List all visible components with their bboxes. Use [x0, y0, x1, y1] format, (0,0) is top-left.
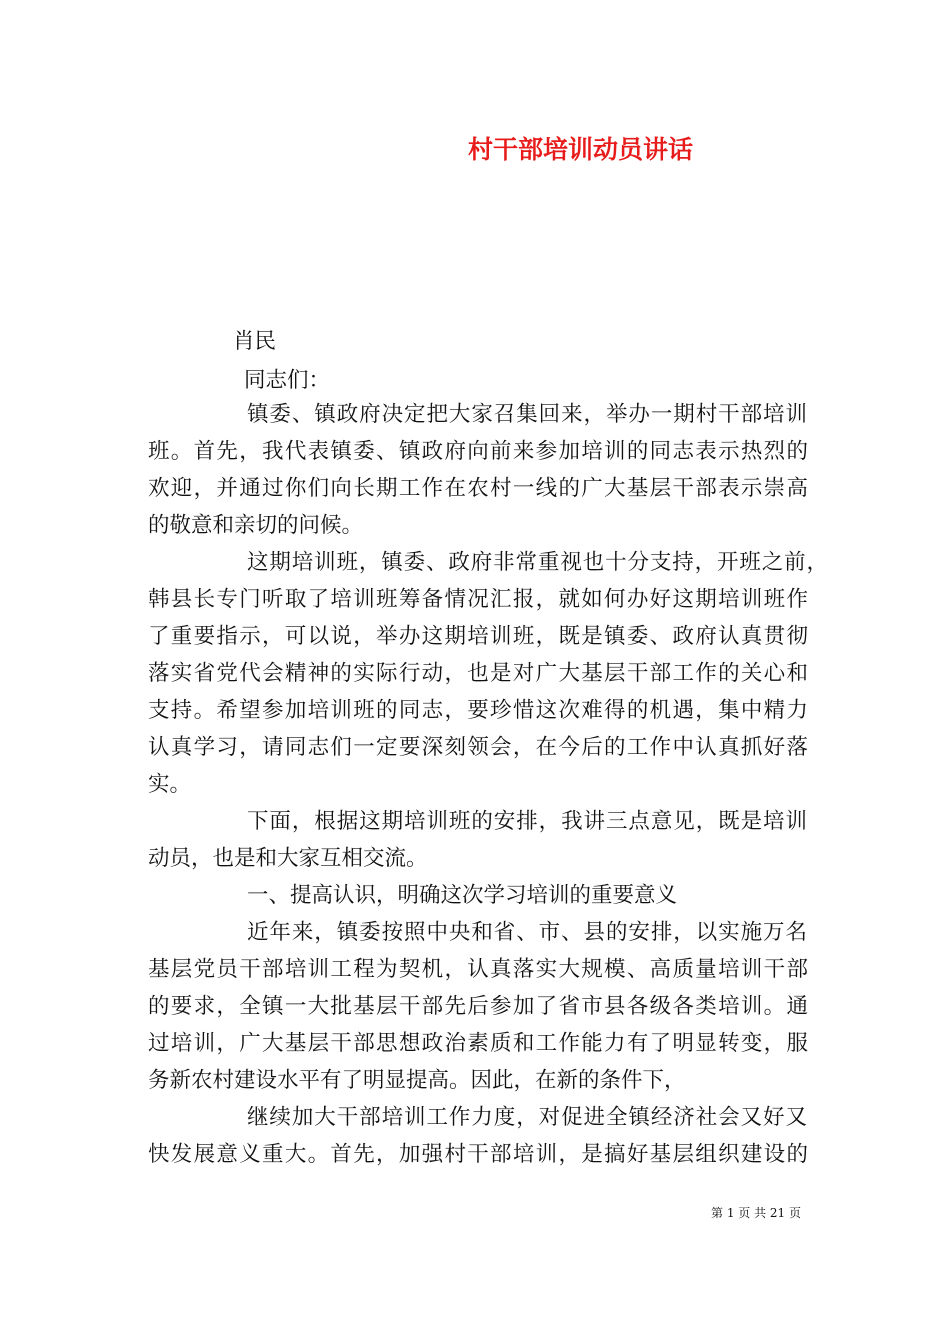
- paragraph-line: 的敬意和亲切的问候。: [148, 513, 364, 538]
- paragraph-line: 支持。希望参加培训班的同志，要珍惜这次难得的机遇，集中精力: [148, 698, 808, 723]
- paragraph-line: 动员，也是和大家互相交流。: [148, 846, 428, 871]
- paragraph-line: 班。首先，我代表镇委、镇政府向前来参加培训的同志表示热烈的: [148, 439, 808, 464]
- document-title: 村干部培训动员讲话: [468, 135, 694, 164]
- section-heading: 一、提高认识，明确这次学习培训的重要意义: [247, 883, 678, 908]
- page-number: 第 1 页 共 21 页: [711, 1206, 801, 1220]
- paragraph-line: 务新农村建设水平有了明显提高。因此，在新的条件下，: [148, 1068, 686, 1093]
- paragraph-line: 过培训，广大基层干部思想政治素质和工作能力有了明显转变，服: [148, 1031, 808, 1056]
- paragraph-line: 韩县长专门听取了培训班筹备情况汇报，就如何办好这期培训班作: [148, 587, 808, 612]
- paragraph-line: 的要求，全镇一大批基层干部先后参加了省市县各级各类培训。通: [148, 994, 808, 1019]
- paragraph-line: 落实省党代会精神的实际行动，也是对广大基层干部工作的关心和: [148, 661, 808, 686]
- paragraph-line: 近年来，镇委按照中央和省、市、县的安排，以实施万名: [247, 920, 807, 945]
- paragraph-line: 了重要指示，可以说，举办这期培训班，既是镇委、政府认真贯彻: [148, 624, 808, 649]
- author-name: 肖民: [233, 329, 277, 354]
- paragraph-line: 快发展意义重大。首先，加强村干部培训，是搞好基层组织建设的: [148, 1142, 808, 1167]
- paragraph-line: 下面，根据这期培训班的安排，我讲三点意见，既是培训: [247, 809, 807, 834]
- paragraph-line: 认真学习，请同志们一定要深刻领会，在今后的工作中认真抓好落: [148, 735, 808, 760]
- paragraph-line: 镇委、镇政府决定把大家召集回来，举办一期村干部培训: [247, 402, 807, 427]
- paragraph-line: 继续加大干部培训工作力度，对促进全镇经济社会又好又: [247, 1105, 807, 1130]
- paragraph-line: 欢迎，并通过你们向长期工作在农村一线的广大基层干部表示崇高: [148, 476, 808, 501]
- paragraph-line: 这期培训班，镇委、政府非常重视也十分支持，开班之前，: [247, 550, 828, 575]
- salutation: 同志们：: [244, 368, 331, 393]
- paragraph-line: 实。: [148, 772, 192, 797]
- paragraph-line: 基层党员干部培训工程为契机，认真落实大规模、高质量培训干部: [148, 957, 808, 982]
